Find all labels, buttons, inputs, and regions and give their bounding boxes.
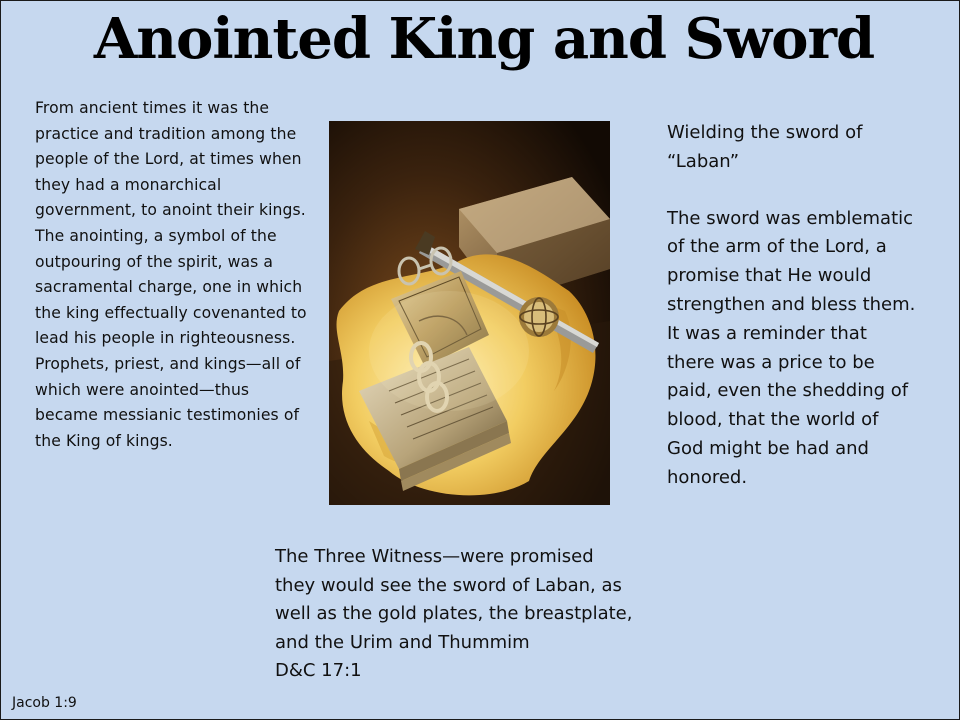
three-witnesses-paragraph: The Three Witness—were promised they would see the sword of Laban, as well as the gold plates, the breastplate, and the Urim and Thummim	[275, 546, 633, 653]
slide-title: Anointed King and Sword	[93, 6, 875, 72]
three-witnesses-note	[275, 543, 635, 686]
sword-commentary	[667, 119, 917, 493]
sword-paragraph: The sword was emblematic of the arm of the Lord, a promise that He would strengthen and bless them. It was a reminder that there was a price to be paid, even the shedding of blood, that the world of God might be had and honored.	[667, 207, 916, 488]
sword-heading: Wielding the sword of “Laban”	[667, 122, 863, 172]
gold-plates-sword-illustration	[329, 121, 610, 505]
footnote-reference: Jacob 1:9	[12, 695, 77, 711]
scripture-reference: D&C 17:1	[275, 660, 362, 681]
anointing-paragraph: From ancient times it was the practice and tradition among the people of the Lord, at times when they had a monarchical government, to anoint their kings. The anointing, a symbol of the outpouring of the spirit, was a sacramental charge, one in which the king effectually covenanted to lead his people in righteousness. Prophets, priest, and kings—all of which were anointed—thus became messianic testimonies of the King of kings.	[35, 99, 307, 450]
